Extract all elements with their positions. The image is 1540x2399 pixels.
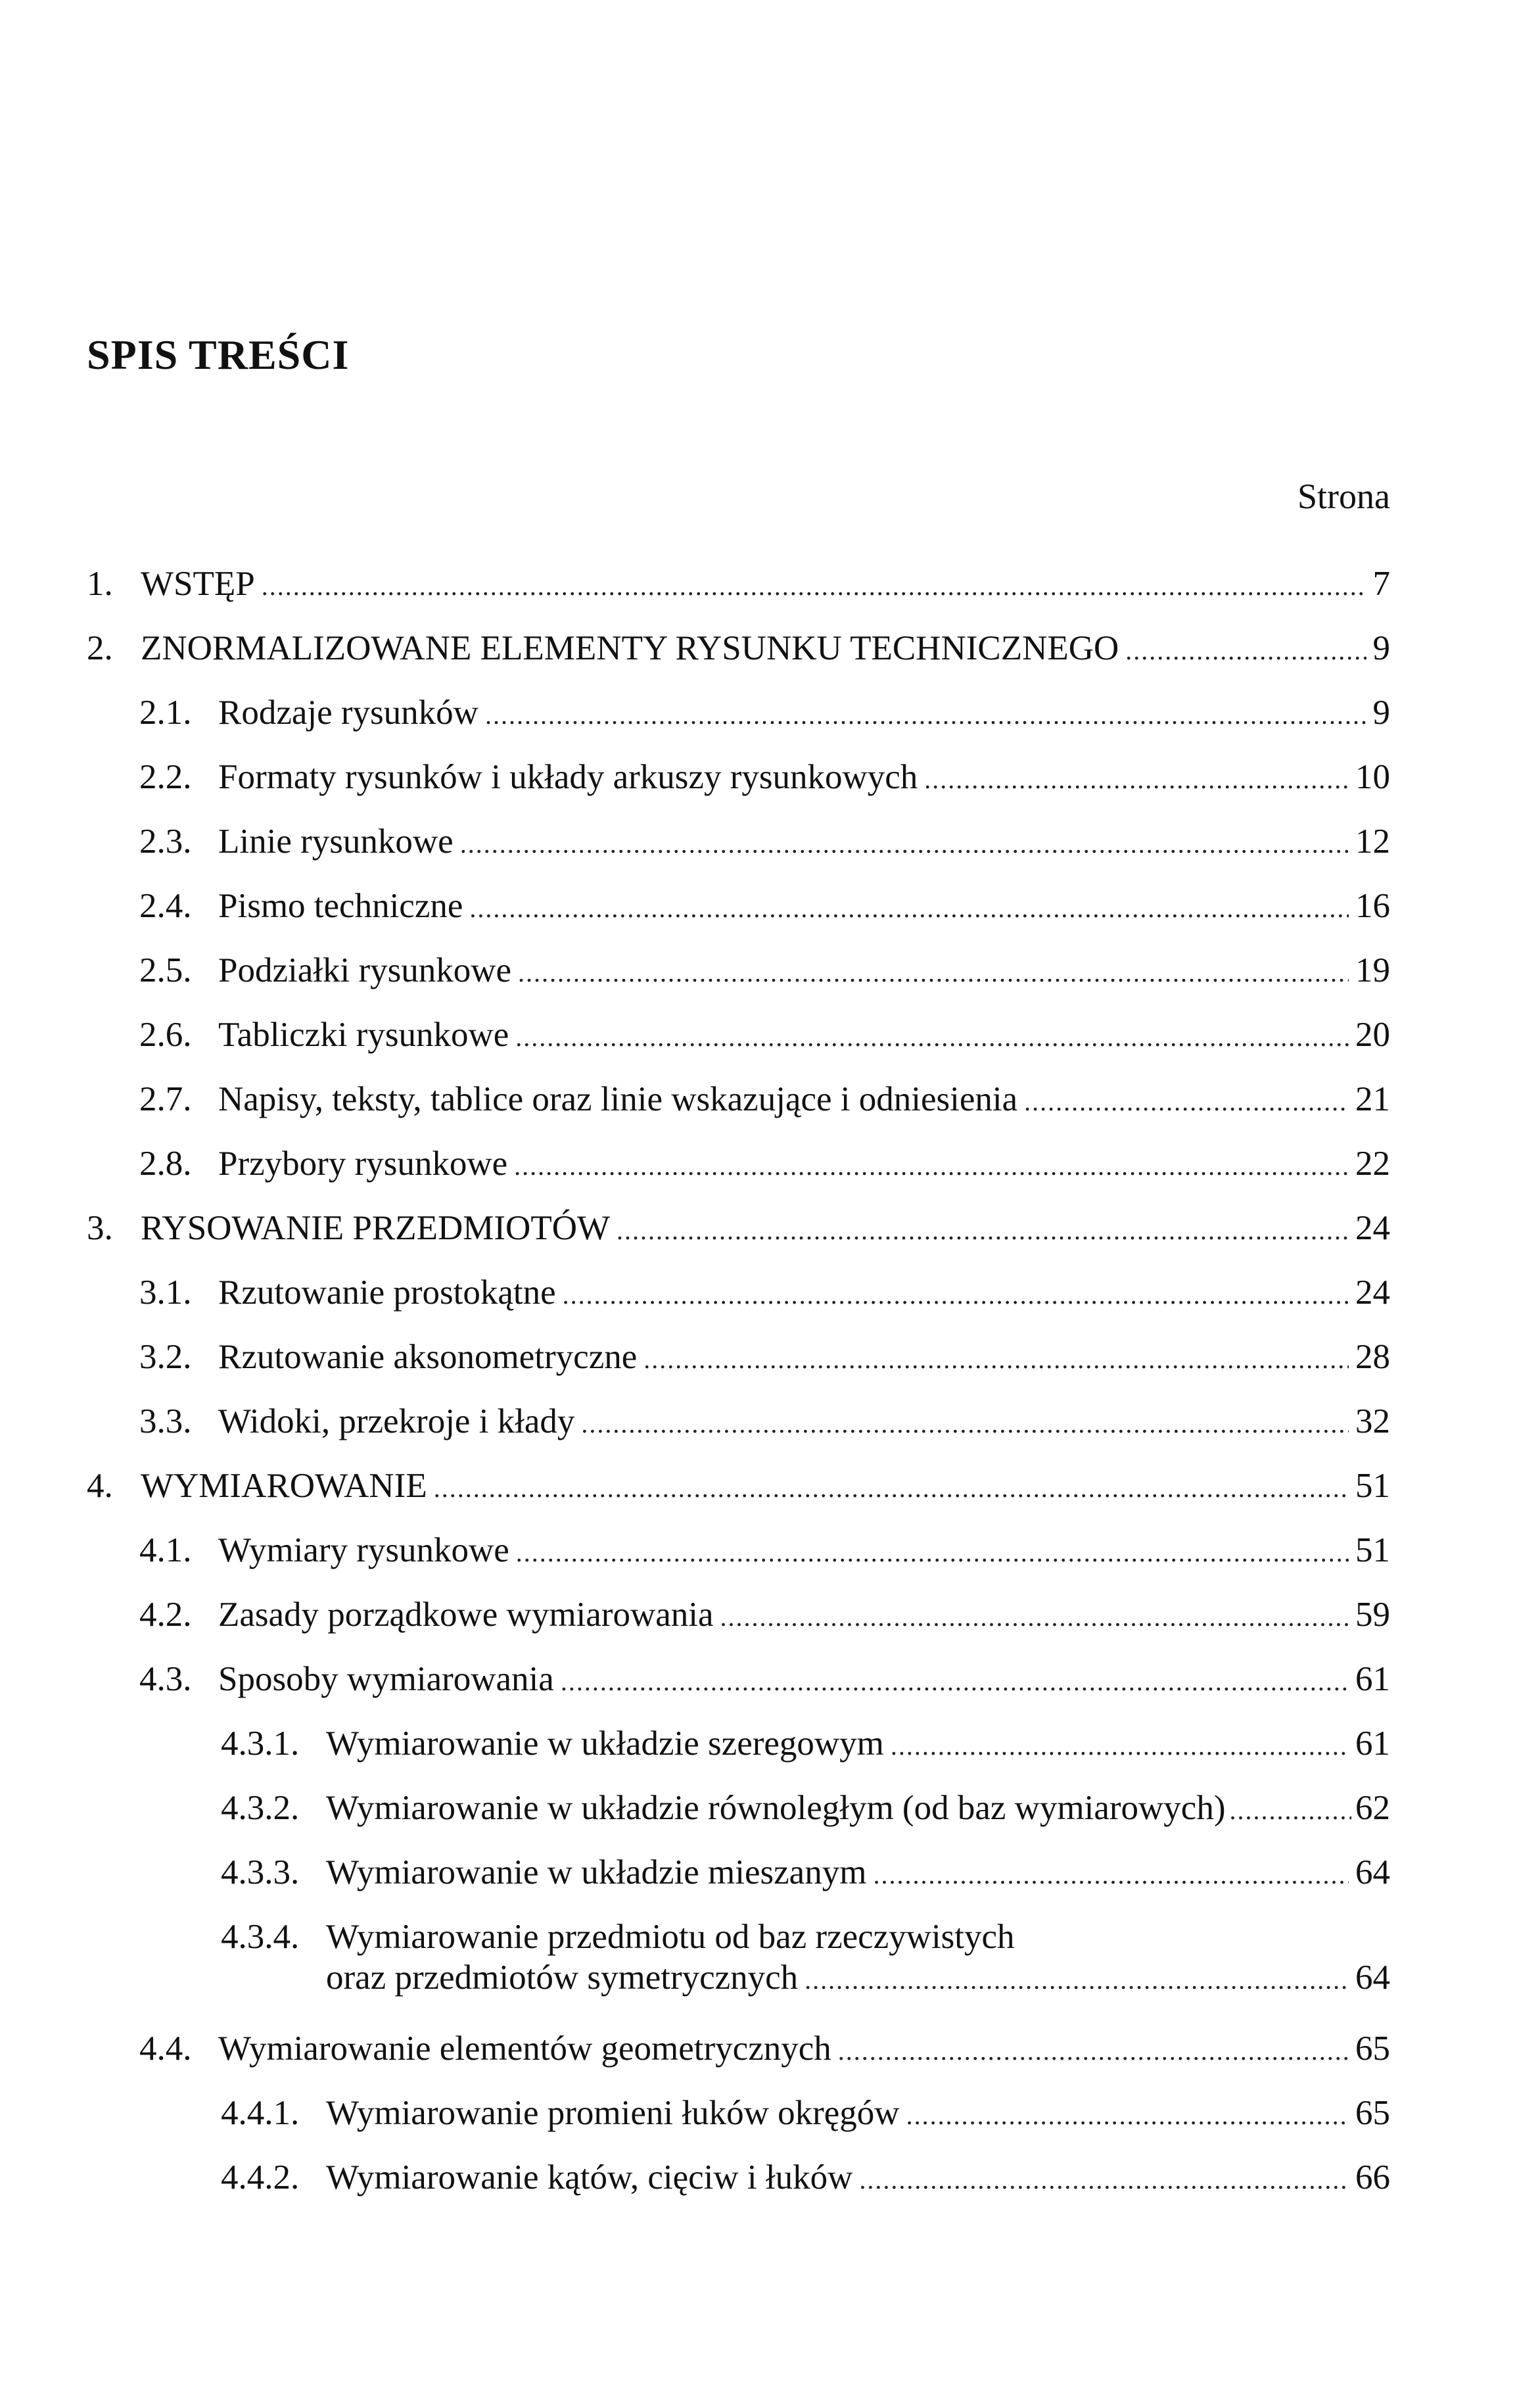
toc-title: WSTĘP <box>141 565 255 603</box>
dot-leader <box>434 1467 1349 1509</box>
toc-page: 9 <box>1372 694 1390 732</box>
toc-page: 65 <box>1355 2030 1390 2068</box>
dot-leader <box>924 759 1349 801</box>
toc-entry-continuation[interactable] <box>326 1957 1390 2001</box>
toc-title: Wymiarowanie elementów geometrycznych <box>218 2030 831 2068</box>
toc-number: 2.7. <box>139 1080 192 1118</box>
toc-title: Wymiarowanie w układzie szeregowym <box>326 1724 884 1763</box>
toc-title: Przybory rysunkowe <box>218 1145 508 1183</box>
toc-page: 10 <box>1355 758 1390 796</box>
toc-page: 16 <box>1355 887 1390 925</box>
toc-page: 24 <box>1355 1273 1390 1312</box>
toc-page: 61 <box>1355 1660 1390 1698</box>
toc-entry[interactable] <box>221 1916 1390 1958</box>
toc-page: 62 <box>1355 1789 1390 1827</box>
dot-leader <box>262 565 1366 607</box>
dot-leader <box>518 952 1349 994</box>
toc-number: 3.1. <box>139 1273 192 1312</box>
toc-page: 61 <box>1355 1724 1390 1763</box>
toc-page: 19 <box>1355 951 1390 989</box>
toc-title: Tabliczki rysunkowe <box>218 1016 509 1054</box>
dot-leader <box>873 1854 1349 1896</box>
dot-leader <box>891 1725 1349 1767</box>
toc-page: 24 <box>1355 1209 1390 1247</box>
dot-leader <box>485 694 1366 736</box>
toc-entry[interactable] <box>139 820 1390 865</box>
toc-title: Podziałki rysunkowe <box>218 951 512 989</box>
dot-leader <box>581 1403 1349 1445</box>
toc-title: Napisy, teksty, tablice oraz linie wskazujące i odniesienia <box>218 1080 1018 1118</box>
page-column-header: Strona <box>1297 477 1390 516</box>
toc-entry[interactable] <box>139 2028 1390 2072</box>
toc-title: Rzutowanie aksonometryczne <box>218 1338 638 1376</box>
toc-page: 66 <box>1355 2158 1390 2197</box>
toc-page: 59 <box>1355 1596 1390 1634</box>
toc-entry[interactable] <box>221 2156 1390 2201</box>
toc-page: 28 <box>1355 1338 1390 1376</box>
toc-entry[interactable] <box>139 1078 1390 1123</box>
toc-number: 3.2. <box>139 1338 192 1376</box>
toc-number: 4.3.3. <box>221 1853 300 1891</box>
toc-number: 4.3. <box>139 1660 192 1698</box>
toc-number: 4.4.2. <box>221 2158 300 2197</box>
dot-leader <box>469 888 1349 930</box>
toc-title: Pismo techniczne <box>218 887 463 925</box>
dot-leader <box>617 1210 1349 1252</box>
dot-leader <box>1229 1790 1351 1832</box>
toc-title: Sposoby wymiarowania <box>218 1660 554 1698</box>
toc-entry[interactable] <box>139 949 1390 994</box>
toc-entry[interactable] <box>139 1014 1390 1058</box>
toc-page: 21 <box>1355 1080 1390 1118</box>
dot-leader <box>906 2095 1349 2137</box>
toc-page: 7 <box>1372 565 1390 603</box>
toc-entry[interactable] <box>139 1336 1390 1381</box>
toc-number: 1. <box>87 565 113 603</box>
toc-entry[interactable] <box>221 1722 1390 1767</box>
toc-number: 2. <box>87 629 113 667</box>
toc-page: 20 <box>1355 1016 1390 1054</box>
toc-number: 2.4. <box>139 887 192 925</box>
toc-number: 3.3. <box>139 1402 192 1440</box>
toc-page: 32 <box>1355 1402 1390 1440</box>
dot-leader <box>514 1145 1349 1187</box>
toc-number: 2.6. <box>139 1016 192 1054</box>
toc-page: 64 <box>1355 1959 1390 1997</box>
toc-title: ZNORMALIZOWANE ELEMENTY RYSUNKU TECHNICZNEGO <box>141 629 1119 667</box>
dot-leader <box>805 1959 1349 2001</box>
dot-leader <box>1024 1081 1349 1123</box>
dot-leader <box>720 1596 1349 1638</box>
toc-entry[interactable] <box>139 1658 1390 1703</box>
toc-entry[interactable] <box>139 692 1390 736</box>
toc-number: 4.3.4. <box>221 1918 300 1956</box>
toc-title: Zasady porządkowe wymiarowania <box>218 1596 714 1634</box>
toc-number: 4.4.1. <box>221 2094 300 2132</box>
toc-title: Wymiarowanie w układzie równoległym (od baz wymiarowych) <box>326 1789 1226 1827</box>
toc-entry[interactable] <box>221 2092 1390 2137</box>
dot-leader <box>516 1532 1349 1574</box>
toc-entry[interactable] <box>87 1207 1390 1252</box>
page-title: SPIS TREŚCI <box>87 331 350 378</box>
toc-page: 51 <box>1355 1531 1390 1569</box>
toc-entry[interactable] <box>139 1594 1390 1638</box>
toc-title: RYSOWANIE PRZEDMIOTÓW <box>141 1209 610 1247</box>
toc-number: 4.3.1. <box>221 1724 300 1763</box>
toc-number: 4.3.2. <box>221 1789 300 1827</box>
toc-entry[interactable] <box>87 1465 1390 1509</box>
dot-leader <box>1125 630 1366 672</box>
toc-title: WYMIAROWANIE <box>141 1467 427 1505</box>
toc-number: 4.1. <box>139 1531 192 1569</box>
toc-number: 2.2. <box>139 758 192 796</box>
toc-title: Linie rysunkowe <box>218 822 454 861</box>
dot-leader <box>838 2030 1349 2072</box>
toc-number: 3. <box>87 1209 113 1247</box>
toc-number: 4. <box>87 1467 113 1505</box>
toc-title: Wymiarowanie przedmiotu od baz rzeczywistych <box>326 1918 1015 1956</box>
toc-entry[interactable] <box>221 1787 1390 1832</box>
toc-title: Rzutowanie prostokątne <box>218 1273 556 1312</box>
dot-leader <box>561 1661 1349 1703</box>
toc-title: Formaty rysunków i układy arkuszy rysunkowych <box>218 758 918 796</box>
toc-entry[interactable] <box>87 627 1390 672</box>
toc-page: 9 <box>1372 629 1390 667</box>
toc-title: Rodzaje rysunków <box>218 694 478 732</box>
toc-page: 65 <box>1355 2094 1390 2132</box>
toc-title: Wymiarowanie promieni łuków okręgów <box>326 2094 900 2132</box>
dot-leader <box>460 823 1349 865</box>
toc-number: 4.4. <box>139 2030 192 2068</box>
toc-title-continuation: oraz przedmiotów symetrycznych <box>326 1959 799 1997</box>
toc-number: 2.1. <box>139 694 192 732</box>
dot-leader <box>859 2159 1349 2201</box>
toc-entry[interactable] <box>139 885 1390 930</box>
toc-page: 51 <box>1355 1467 1390 1505</box>
toc-title: Wymiarowanie w układzie mieszanym <box>326 1853 867 1891</box>
toc-entry[interactable] <box>139 1400 1390 1445</box>
toc-entry[interactable] <box>139 756 1390 801</box>
toc-page: 12 <box>1355 822 1390 861</box>
toc-title: Wymiarowanie kątów, cięciw i łuków <box>326 2158 853 2197</box>
toc-number: 2.8. <box>139 1145 192 1183</box>
toc-entry[interactable] <box>221 1851 1390 1896</box>
toc-title: Wymiary rysunkowe <box>218 1531 509 1569</box>
toc-entry[interactable] <box>139 1529 1390 1574</box>
toc-title: Widoki, przekroje i kłady <box>218 1402 575 1440</box>
toc-number: 2.5. <box>139 951 192 989</box>
toc-page: 64 <box>1355 1853 1390 1891</box>
dot-leader <box>563 1274 1349 1316</box>
toc-number: 2.3. <box>139 822 192 861</box>
toc-entry[interactable] <box>139 1143 1390 1187</box>
dot-leader <box>643 1339 1349 1381</box>
toc-page: 22 <box>1355 1145 1390 1183</box>
toc-number: 4.2. <box>139 1596 192 1634</box>
dot-leader <box>515 1016 1349 1058</box>
toc-entry[interactable] <box>139 1271 1390 1316</box>
toc-entry[interactable] <box>87 563 1390 607</box>
